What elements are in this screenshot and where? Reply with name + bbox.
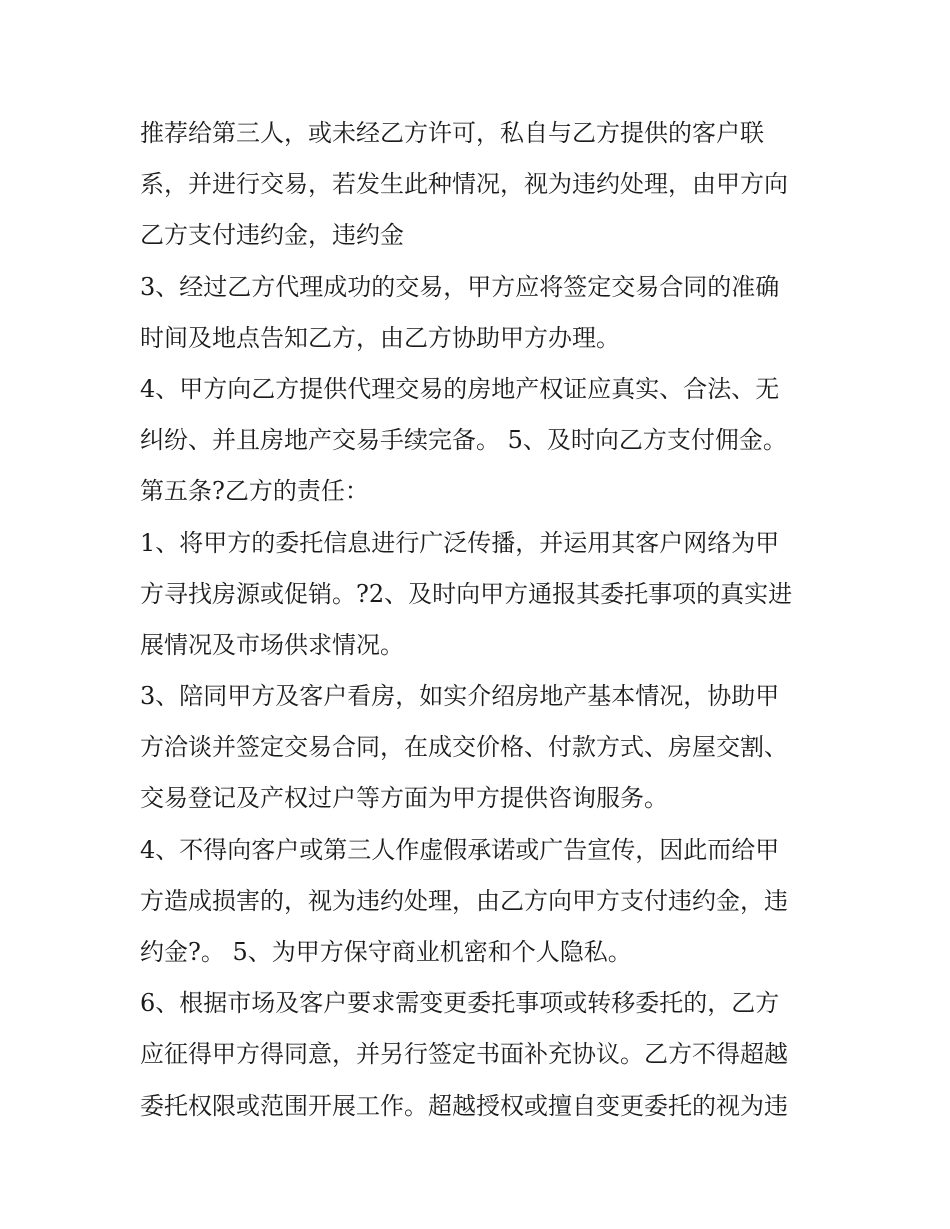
text-line: 约金?。 5、为甲方保守商业机密和个人隐私。 xyxy=(140,938,632,966)
text-line: 推荐给第三人，或未经乙方许可，私自与乙方提供的客户联 xyxy=(140,119,764,147)
text-line: 3、陪同甲方及客户看房，如实介绍房地产基本情况，协助甲 xyxy=(140,682,780,711)
text-line: 时间及地点告知乙方，由乙方协助甲方办理。 xyxy=(140,323,620,352)
text-line: 方洽谈并签定交易合同，在成交价格、付款方式、房屋交割、 xyxy=(140,733,788,762)
text-line: 应征得甲方得同意，并另行签定书面补充协议。乙方不得超越 xyxy=(140,1040,788,1069)
text-line: 方寻找房源或促销。?2、及时向甲方通报其委托事项的真实进 xyxy=(140,579,793,608)
section-heading: 第五条?乙方的责任： xyxy=(140,477,369,506)
text-line: 4、甲方向乙方提供代理交易的房地产权证应真实、合法、无 xyxy=(140,374,780,403)
text-line: 3、经过乙方代理成功的交易，甲方应将签定交易合同的准确 xyxy=(140,272,780,301)
text-line: 展情况及市场供求情况。 xyxy=(140,630,404,659)
text-line: 系，并进行交易，若发生此种情况，视为违约处理，由甲方向 xyxy=(140,170,788,199)
text-line: 4、不得向客户或第三人作虚假承诺或广告宣传，因此而给甲 xyxy=(140,835,780,864)
text-line: 6、根据市场及客户要求需变更委托事项或转移委托的，乙方 xyxy=(140,989,780,1018)
text-line: 交易登记及产权过户等方面为甲方提供咨询服务。 xyxy=(140,784,668,813)
text-line: 乙方支付违约金，违约金 xyxy=(140,221,404,250)
text-line: 方造成损害的，视为违约处理，由乙方向甲方支付违约金，违 xyxy=(140,886,788,915)
text-line: 纠纷、并且房地产交易手续完备。 5、及时向乙方支付佣金。 xyxy=(140,426,787,455)
document-body xyxy=(140,108,840,1132)
text-line: 1、将甲方的委托信息进行广泛传播，并运用其客户网络为甲 xyxy=(140,528,780,557)
text-line: 委托权限或范围开展工作。超越授权或擅自变更委托的视为违 xyxy=(140,1091,788,1120)
